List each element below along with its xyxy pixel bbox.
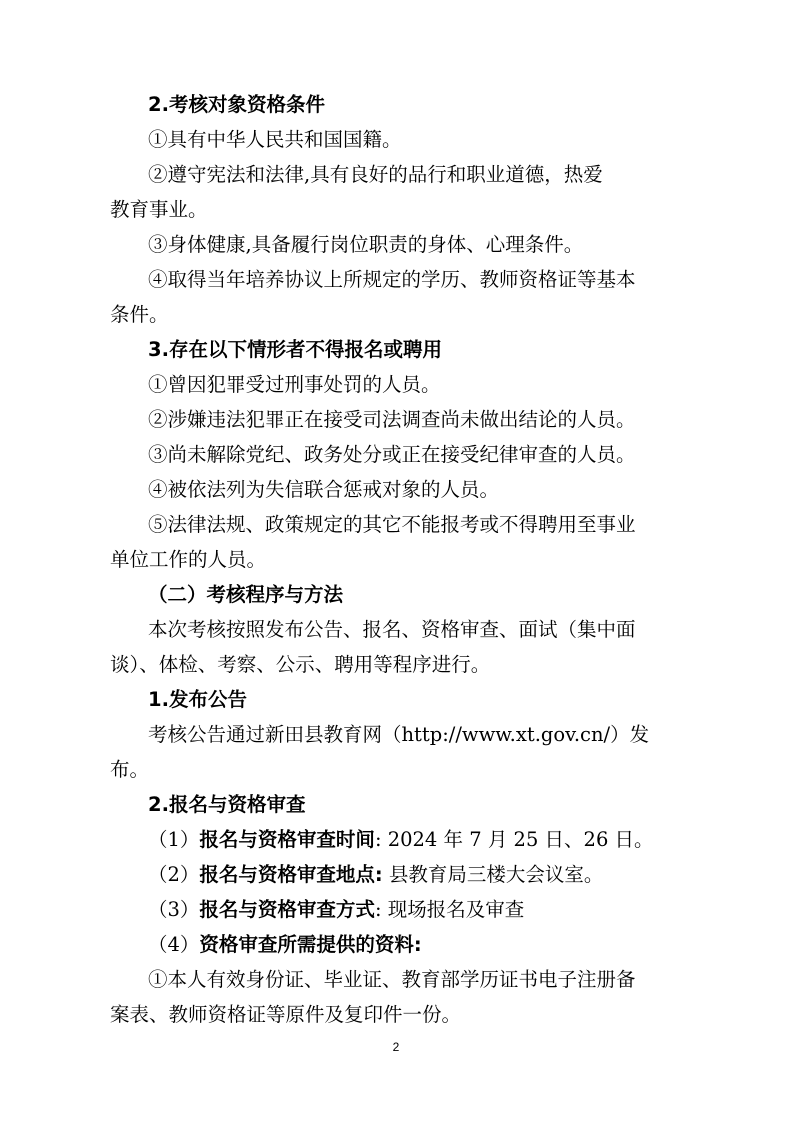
- text-line: ④被依法列为失信联合惩戒对象的人员。: [148, 478, 500, 501]
- text-line: 本次考核按照发布公告、报名、资格审查、面试（集中面: [148, 618, 636, 641]
- text-line: ②涉嫌违法犯罪正在接受司法调查尚未做出结论的人员。: [148, 408, 636, 431]
- heading-procedure-methods: （二）考核程序与方法: [148, 583, 344, 606]
- text-line: ③尚未解除党纪、政务处分或正在接受纪律审查的人员。: [148, 443, 636, 466]
- bold-term: 资格审查所需提供的资料:: [199, 933, 422, 956]
- text-line: ①具有中华人民共和国国籍。: [148, 128, 402, 151]
- text-line: 条件。: [110, 303, 169, 326]
- item-detail: 县教育局三楼大会议室。: [382, 863, 604, 886]
- item-detail: : 现场报名及审查: [374, 898, 525, 921]
- text-line: ①曾因犯罪受过刑事处罚的人员。: [148, 373, 441, 396]
- bold-term: 报名与资格审查地点:: [199, 863, 383, 886]
- heading-publish-announcement: 1.发布公告: [148, 688, 247, 711]
- text-line-required-materials: [148, 928, 700, 962]
- text-line: ⑤法律法规、政策规定的其它不能报考或不得聘用至事业: [148, 513, 636, 536]
- bold-term: 报名与资格审查方式: [199, 898, 375, 921]
- bold-term: 报名与资格审查时间: [199, 828, 375, 851]
- item-number: （2）: [148, 863, 200, 886]
- item-number: （3）: [148, 898, 200, 921]
- text-line: ①本人有效身份证、毕业证、教育部学历证书电子注册备: [148, 968, 636, 991]
- heading-disqualifications: 3.存在以下情形者不得报名或聘用: [148, 338, 442, 361]
- heading-qualification-conditions: 2.考核对象资格条件: [148, 93, 325, 116]
- text-line: 案表、教师资格证等原件及复印件一份。: [110, 1003, 462, 1026]
- page-number: 2: [392, 1040, 400, 1054]
- text-line: ④取得当年培养协议上所规定的学历、教师资格证等基本: [148, 268, 636, 291]
- text-line: 教育事业。: [110, 198, 208, 221]
- text-line: ③身体健康,具备履行岗位职责的身体、心理条件。: [148, 233, 584, 256]
- text-line: 考核公告通过新田县教育网（http://www.xt.gov.cn/）发: [148, 723, 650, 746]
- heading-registration-review: 2.报名与资格审查: [148, 793, 306, 816]
- item-number: （4）: [148, 933, 200, 956]
- text-line-registration-method: [148, 893, 700, 927]
- text-line: ②遵守宪法和法律,具有良好的品行和职业道德，热爱: [148, 163, 603, 186]
- item-detail: : 2024 年 7 月 25 日、26 日。: [374, 828, 654, 851]
- item-number: （1）: [148, 828, 200, 851]
- text-line: 单位工作的人员。: [110, 548, 267, 571]
- text-line-registration-time: [148, 823, 700, 857]
- text-line-registration-location: [148, 858, 700, 892]
- text-line: 布。: [110, 758, 150, 781]
- text-line: 谈）、体检、考察、公示、聘用等程序进行。: [110, 653, 491, 676]
